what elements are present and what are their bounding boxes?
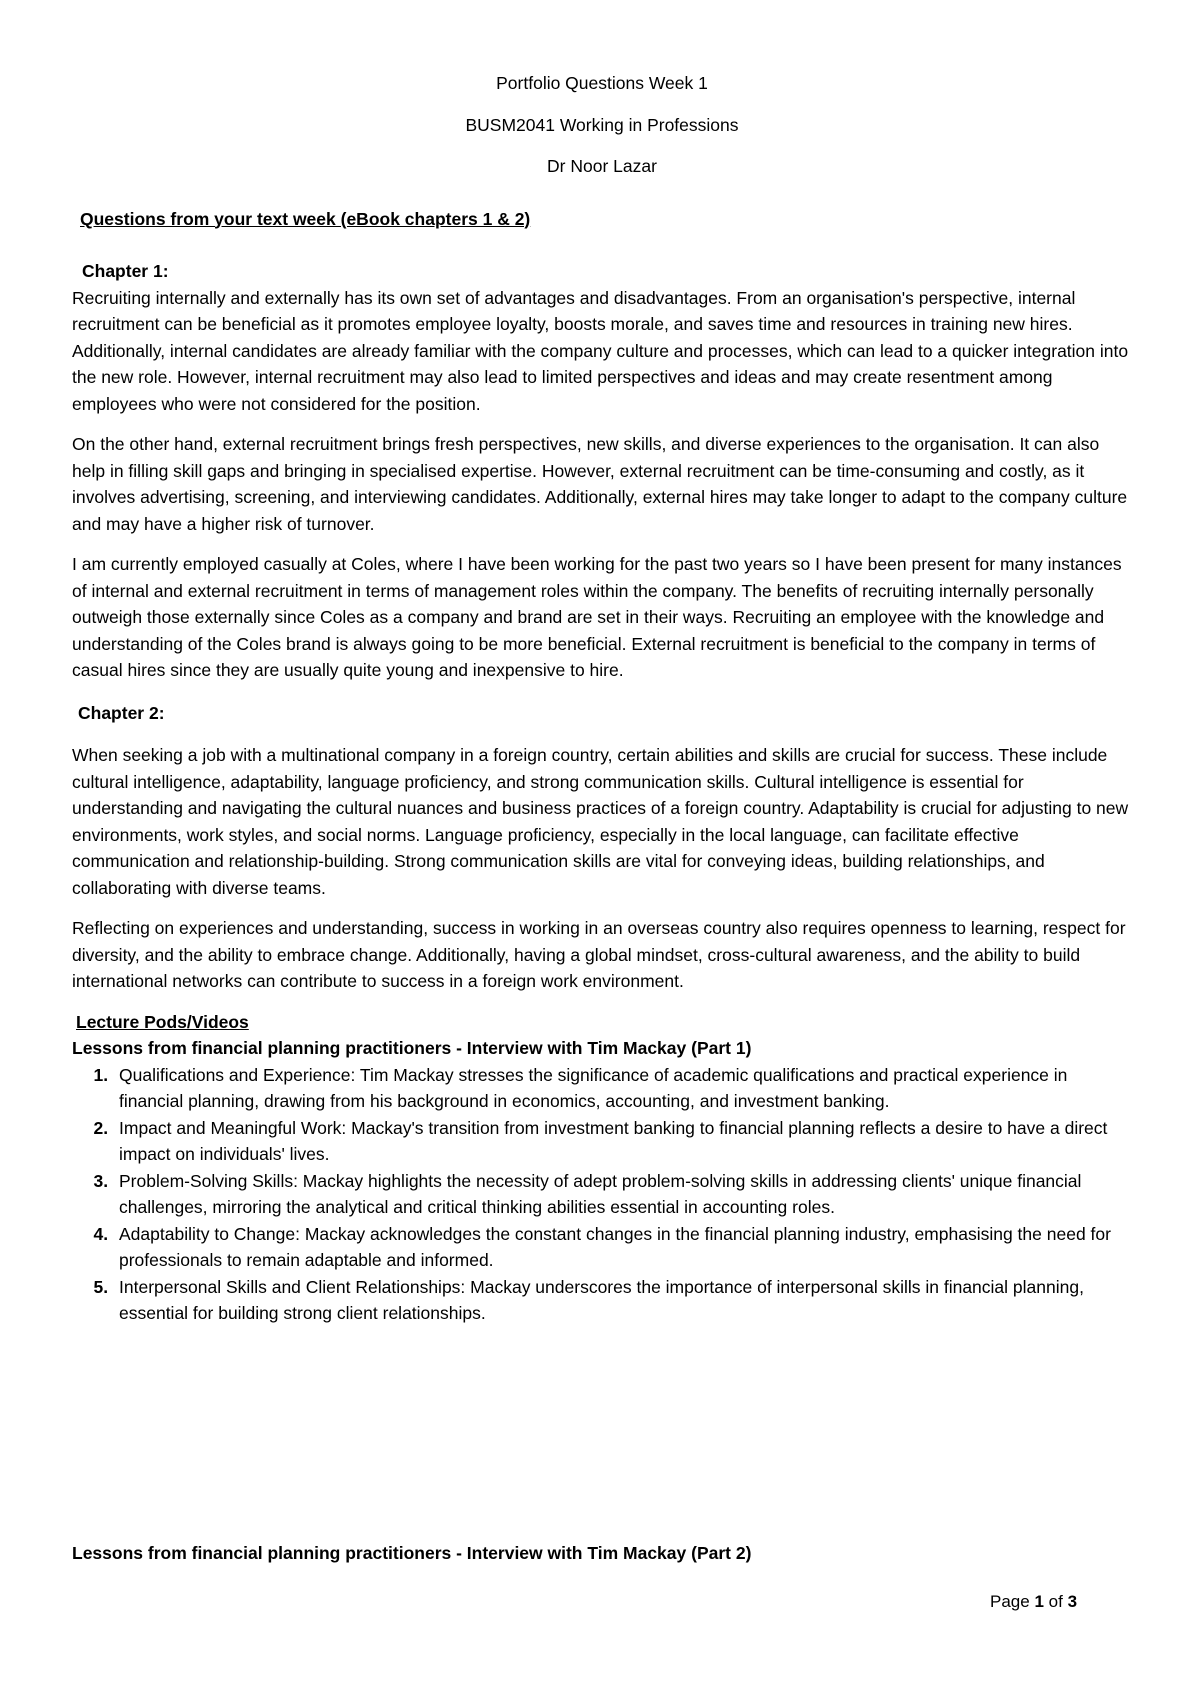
lecturer-name: Dr Noor Lazar xyxy=(547,156,657,176)
of-word: of xyxy=(1048,1592,1063,1611)
current-page: 1 xyxy=(1034,1592,1044,1611)
document-title: Portfolio Questions Week 1 xyxy=(496,73,708,93)
chapter1-paragraph: I am currently employed casually at Coles, where I have been working for the past two years so I have been present for many instances of internal and external recruitment in terms of management roles within the company. The benefits of recruiting internally personally outweigh those externally since Coles as a company and brand are set in their ways. Recruiting an employee with the knowledge and understanding of the Coles brand is always going to be more beneficial. External recruitment is beneficial to the company in terms of casual hires since they are usually quite young and inexpensive to hire. xyxy=(72,554,1122,680)
chapter2-paragraph: Reflecting on experiences and understanding, success in working in an overseas country also requires openness to learning, respect for diversity, and the ability to embrace change. Additionally, having a global mindset, cross-cultural awareness, and the ability to build international networks can contribute to success in a foreign work environment. xyxy=(72,918,1126,991)
part2-heading: Lessons from financial planning practitioners - Interview with Tim Mackay (Part 2) xyxy=(72,1543,752,1563)
lecture-pods-heading: Lecture Pods/Videos xyxy=(76,1011,249,1032)
list-item: 2. Impact and Meaningful Work: Mackay's transition from investment banking to financial planning reflects a desire to have a direct impact on individuals' lives. xyxy=(113,1115,1132,1168)
list-item: 3. Problem-Solving Skills: Mackay highlights the necessity of adept problem-solving skills in addressing clients' unique financial challenges, mirroring the analytical and critical thinking abilities essential in accounting roles. xyxy=(113,1168,1132,1221)
list-item: 5. Interpersonal Skills and Client Relationships: Mackay underscores the importance of interpersonal skills in financial planning, essential for building strong client relationships. xyxy=(113,1274,1132,1327)
list-item: 4. Adaptability to Change: Mackay acknowledges the constant changes in the financial planning industry, emphasising the need for professionals to remain adaptable and informed. xyxy=(113,1221,1132,1274)
list-item: 1. Qualifications and Experience: Tim Mackay stresses the significance of academic qualifications and practical experience in financial planning, drawing from his background in economics, accounting, and investment banking. xyxy=(113,1062,1132,1115)
course-name: BUSM2041 Working in Professions xyxy=(465,114,739,135)
total-pages: 3 xyxy=(1067,1592,1078,1611)
chapter1-paragraph: On the other hand, external recruitment brings fresh perspectives, new skills, and diverse experiences to the organisation. It can also help in filling skill gaps and bringing in specialised expertise. However, external recruitment can be time-consuming and costly, as it involves advertising, screening, and interviewing candidates. Additionally, external hires may take longer to adapt to the company culture and may have a higher risk of turnover. xyxy=(72,434,1128,534)
questions-heading: Questions from your text week (eBook chapters 1 & 2) xyxy=(80,208,531,229)
part1-heading: Lessons from financial planning practitioners - Interview with Tim Mackay (Part 1) xyxy=(72,1038,752,1058)
chapter1-paragraph: Recruiting internally and externally has its own set of advantages and disadvantages. From an organisation's perspective, internal recruitment can be beneficial as it promotes employee loyalty, boosts morale, and saves time and resources in training new hires. Additionally, internal candidates are already familiar with the company culture and processes, which can lead to a quicker integration into the new role. However, internal recruitment may also lead to limited perspectives and ideas and may create resentment among employees who were not considered for the position. xyxy=(72,287,1129,414)
page-number xyxy=(990,1589,1077,1616)
chapter1-heading: Chapter 1: xyxy=(82,261,169,281)
page-word: Page xyxy=(990,1592,1030,1611)
chapter2-heading: Chapter 2: xyxy=(78,702,165,723)
chapter2-paragraph: When seeking a job with a multinational company in a foreign country, certain abilities and skills are crucial for success. These include cultural intelligence, adaptability, language proficiency, and strong communication skills. Cultural intelligence is essential for understanding and navigating the cultural nuances and business practices of a foreign country. Adaptability is crucial for adjusting to new environments, work styles, and social norms. Language proficiency, especially in the local language, can facilitate effective communication and relationship-building. Strong communication skills are vital for conveying ideas, building relationships, and collaborating with diverse teams. xyxy=(72,745,1129,898)
document-body xyxy=(72,70,1132,1327)
lessons-list xyxy=(72,1062,1132,1327)
